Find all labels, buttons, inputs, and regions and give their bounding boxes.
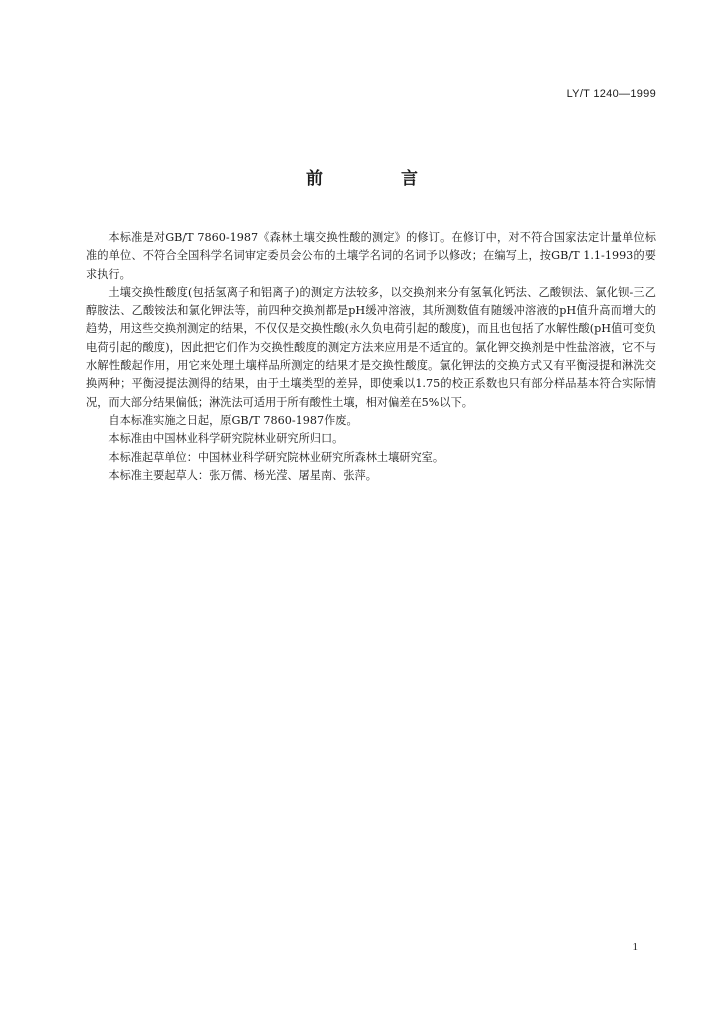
page-number: 1 [632,941,638,953]
page-title: 前 言 [306,169,454,189]
paragraph-drafting-unit: 本标准起草单位：中国林业科学研究院林业研究所森林土壤研究室。 [108,450,445,464]
paragraph-administration: 本标准由中国林业科学研究院林业研究所归口。 [108,432,344,446]
paragraph-revision: 本标准是对GB/T 7860-1987《森林土壤交换性酸的测定》的修订。在修订中，对不符合国家法定计量单位标准的单位、不符合全国科学名词审定委员会公布的土壤学名词的名词予以修改；在编写上，按GB/T 1.1-1993的要求执行。 [86,231,656,281]
standard-code: LY/T 1240—1999 [566,88,656,100]
paragraph-methods: 土壤交换性酸度(包括氢离子和铝离子)的测定方法较多，以交换剂来分有氢氧化钙法、乙酸钡法、氯化钡-三乙醇胺法、乙酸铵法和氯化钾法等，前四种交换剂都是pH缓冲溶液，其所测数值有随缓冲溶液的pH值升高而增大的趋势，用这些交换剂测定的结果，不仅仅是交换性酸(永久负电荷引起的酸度)，而且也包括了水解性酸(pH值可变负电荷引起的酸度)，因此把它们作为交换性酸度的测定方法来应用是不适宜的。氯化钾交换剂是中性盐溶液，它不与水解性酸起作用，用它来处理土壤样品所测定的结果才是交换性酸度。氯化钾法的交换方式又有平衡浸提和淋洗交换两种；平衡浸提法测得的结果，由于土壤类型的差异，即使乘以1.75的校正系数也只有部分样品基本符合实际情况，而大部分结果偏低；淋洗法可适用于所有酸性土壤，相对偏差在5%以下。 [86,285,656,409]
preface-body [86,229,656,485]
paragraph-supersede: 自本标准实施之日起，原GB/T 7860-1987作废。 [108,413,358,427]
paragraph-drafters: 本标准主要起草人：张万儒、杨光滢、屠星南、张萍。 [108,468,377,482]
